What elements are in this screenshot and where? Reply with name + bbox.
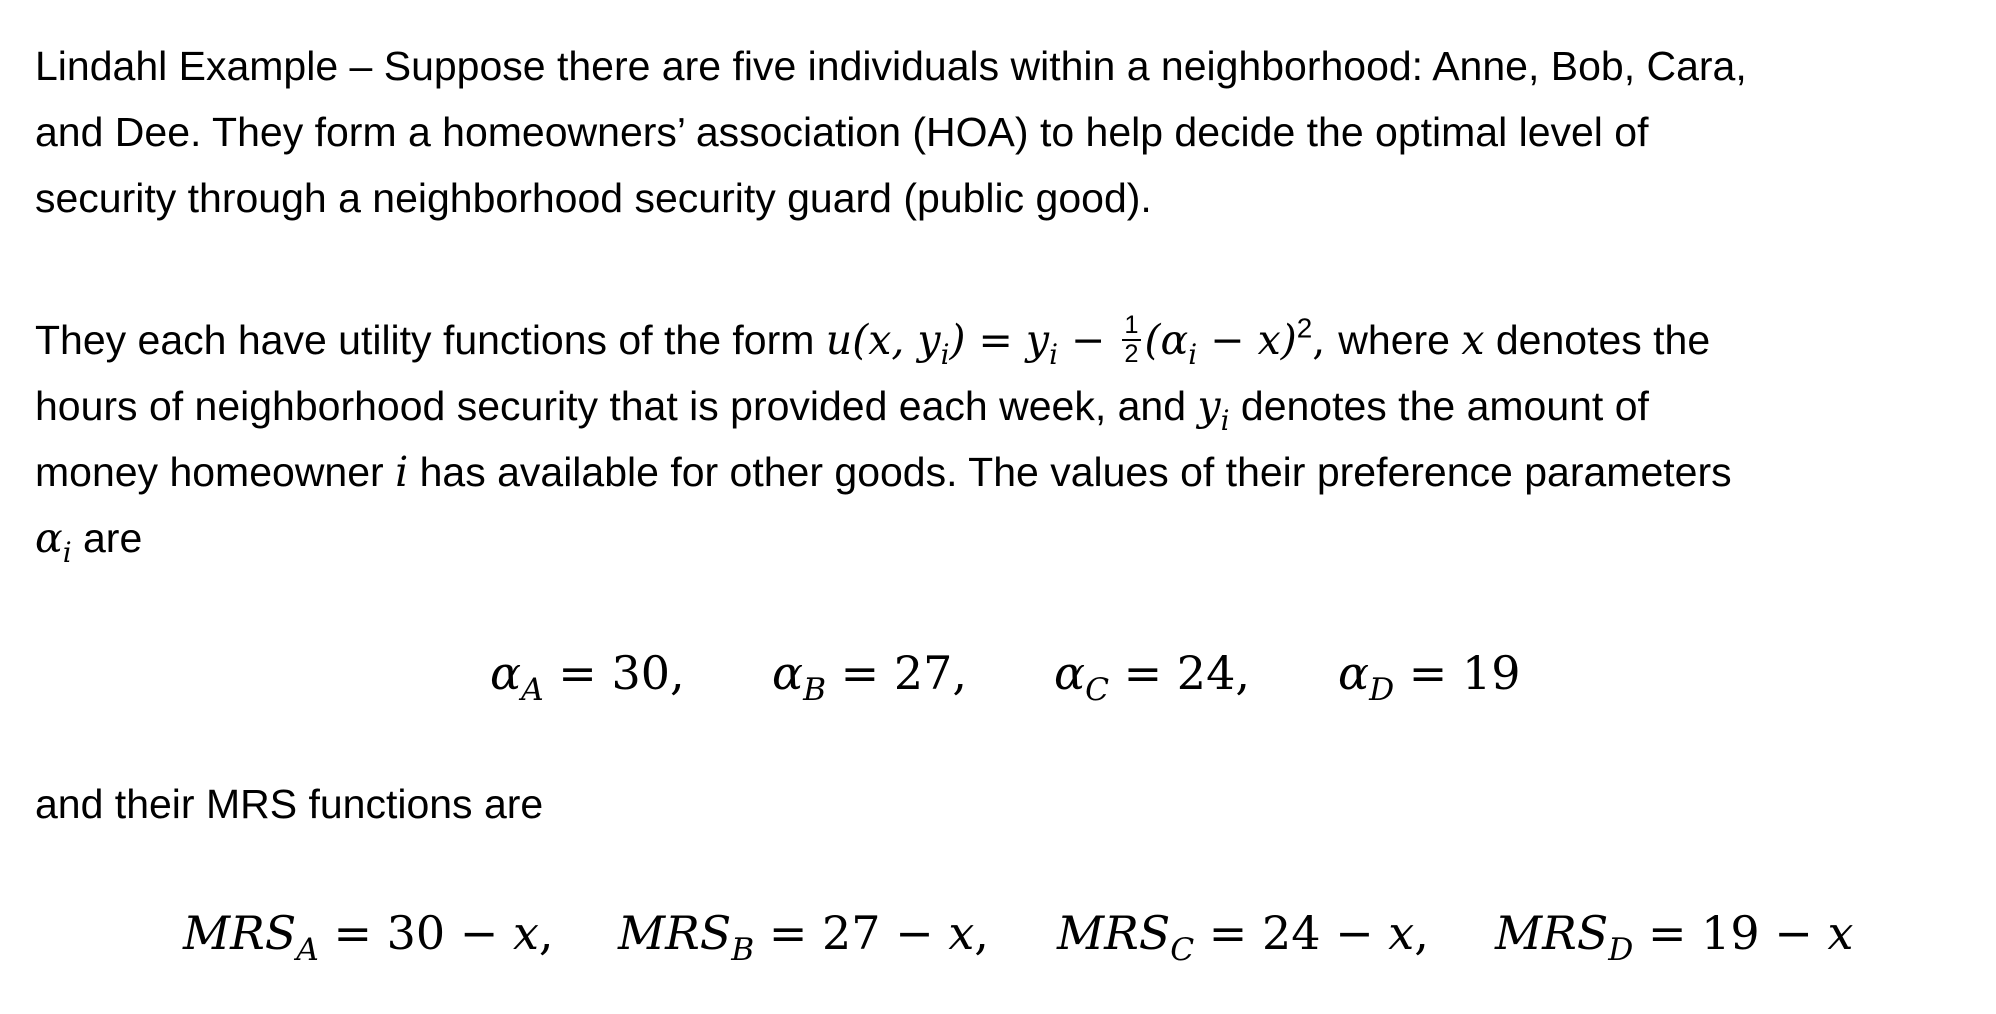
mrs-b-equation: $MRS_B = 27 - x$, [618,906,989,968]
mrs-functions-row [0,900,1996,966]
utility-line-4: $\alpha_i$ are [35,514,143,569]
utility-line-3: money homeowner i has available for other goods. The values of their preference parameters [35,448,1732,496]
alpha-c-equation: $\alpha_C = 24$, [1054,646,1250,708]
mrs-intro-paragraph [35,771,1965,837]
utility-function: u(x, $y_i) = y_i$ − $\frac{1}{2}$ $(\alpha_i - x)^2$, [825,310,1339,371]
mrs-c-equation: $MRS_C = 24 - x$, [1057,906,1429,968]
mrs-a-equation: $MRS_A = 30 - x$, [183,906,554,968]
alpha-values-row [0,640,1996,706]
mrs-d-equation: $MRS_D = 19 - x$ [1495,906,1854,968]
alpha-a-equation: $\alpha_A = 30$, [490,646,685,708]
intro-line-3: security through a neighborhood security guard (public good). [35,175,1152,221]
utility-line-2: hours of neighborhood security that is provided each week, and $y_i$ denotes the amount of [35,382,1649,437]
intro-line-2: and Dee. They form a homeowners’ association (HOA) to help decide the optimal level of [35,109,1649,155]
alpha-b-equation: $\alpha_B = 27$, [772,646,968,708]
utility-paragraph [35,307,1965,571]
intro-line-1: Lindahl Example – Suppose there are five individuals within a neighborhood: Anne, Bob, Cara, [35,43,1747,89]
intro-paragraph [35,33,1965,231]
utility-line-1: They each have utility functions of the form u(x, $y_i) = y_i$ − $\frac{1}{2}$ $(\alpha_i - x)^2$, where x denotes the [35,310,1711,371]
alpha-d-equation: $\alpha_D = 19$ [1338,646,1521,708]
one-half-fraction: $\frac{1}{2}$ [1124,310,1139,368]
mrs-intro-line: and their MRS functions are [35,781,544,827]
